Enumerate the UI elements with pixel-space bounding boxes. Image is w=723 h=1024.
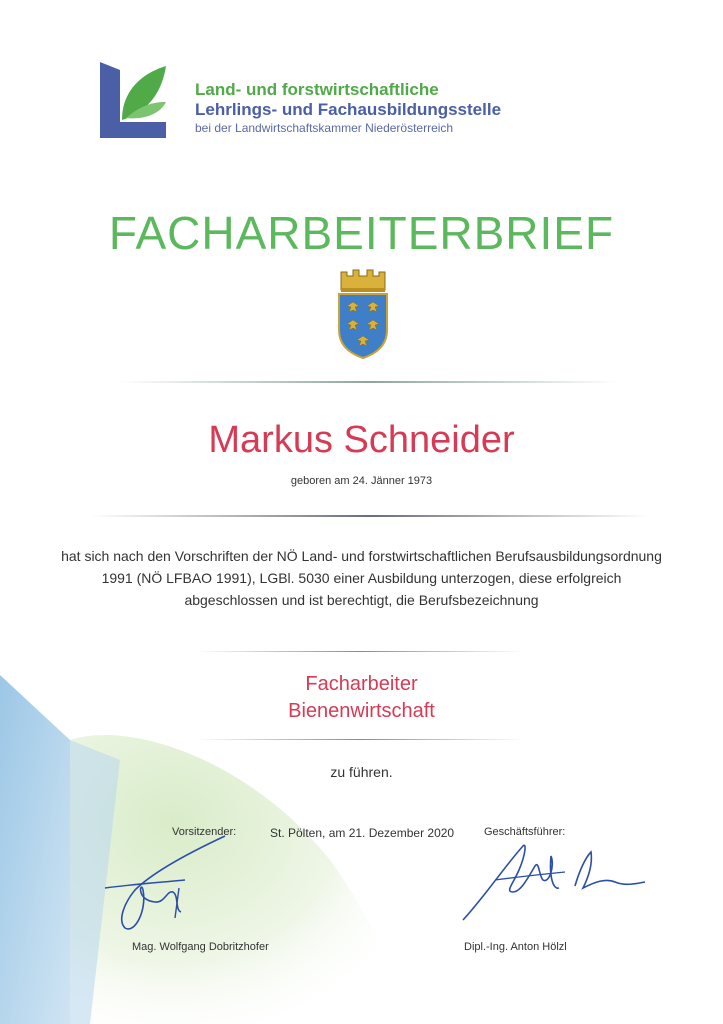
divider-2	[90, 515, 650, 517]
leaf-logo-icon	[100, 62, 166, 138]
manager-name: Dipl.-Ing. Anton Hölzl	[464, 941, 567, 953]
divider-4	[195, 739, 525, 740]
manager-label: Geschäftsführer:	[484, 826, 566, 838]
profession-title	[0, 671, 723, 725]
divider-1	[120, 381, 620, 383]
closing-text: zu führen.	[330, 764, 393, 780]
profession-line-1: Facharbeiter	[305, 673, 418, 695]
divider-3	[195, 651, 525, 652]
chair-signature	[95, 830, 245, 935]
profession-line-2: Bienenwirtschaft	[288, 700, 435, 722]
organization-line-3: bei der Landwirtschaftskammer Niederösterreich	[195, 121, 454, 135]
organization-line-2: Lehrlings- und Fachausbildungsstelle	[195, 100, 502, 119]
body-line-1: hat sich nach den Vorschriften der NÖ Land- und forstwirtschaftlichen Berufsausbildungsordnung	[61, 548, 662, 564]
blue-corner-panel	[0, 675, 70, 1024]
recipient-name: Markus Schneider	[208, 419, 515, 461]
manager-signature	[455, 836, 655, 926]
lower-austria-coat-of-arms-icon	[335, 268, 391, 360]
place-and-date: St. Pölten, am 21. Dezember 2020	[270, 826, 455, 840]
document-title: FACHARBEITERBRIEF	[108, 207, 615, 259]
chair-name: Mag. Wolfgang Dobritzhofer	[132, 941, 269, 953]
organization-block	[195, 80, 501, 136]
body-line-3: abgeschlossen und ist berechtigt, die Berufsbezeichnung	[184, 592, 539, 608]
chair-label: Vorsitzender:	[172, 826, 237, 838]
body-line-2: 1991 (NÖ LFBAO 1991), LGBl. 5030 einer Ausbildung unterzogen, diese erfolgreich	[101, 570, 622, 586]
birth-date: geboren am 24. Jänner 1973	[290, 475, 433, 487]
certificate-body	[30, 545, 693, 611]
organization-line-1: Land- und forstwirtschaftliche	[195, 80, 439, 99]
